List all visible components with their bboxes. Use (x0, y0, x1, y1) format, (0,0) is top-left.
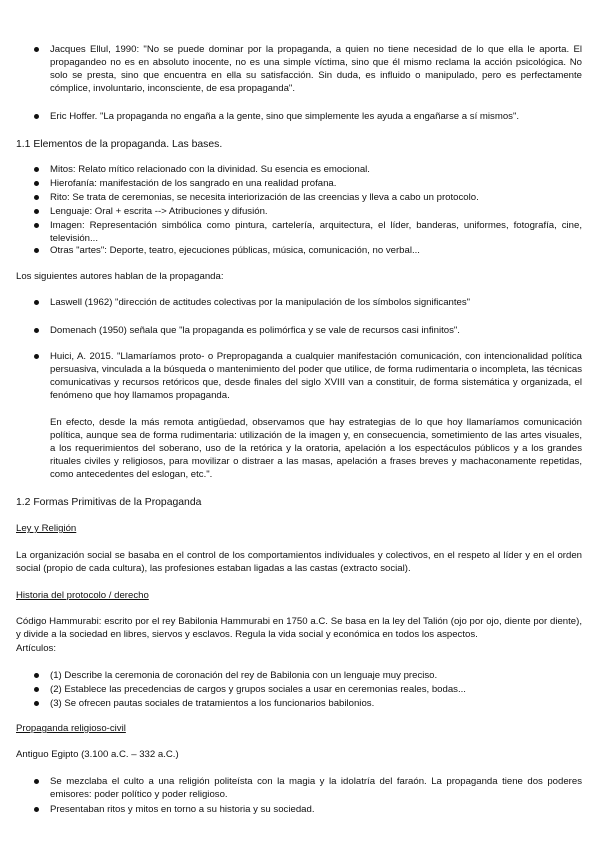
list-item: Mitos: Relato mítico relacionado con la divinidad. Su esencia es emocional. (50, 164, 370, 175)
author-laswell: Laswell (1962) "dirección de actitudes colectivas por la manipulación de los símbolos significantes" (50, 297, 471, 308)
bullet-icon (34, 205, 40, 218)
quote-hoffer: Eric Hoffer. "La propaganda no engaña a la gente, sino que simplemente les ayuda a engañarse a sí mismos". (50, 111, 520, 122)
section-heading-1-1: 1.1 Elementos de la propaganda. Las bases. (16, 139, 223, 150)
articulos-label: Artículos: (16, 643, 56, 654)
list-item: Rito: Se trata de ceremonias, se necesita interiorización de las creencias y lleva a cabo un protocolo. (50, 192, 479, 203)
bullet-icon (34, 324, 40, 337)
bullet-icon (34, 697, 40, 710)
bullet-icon (34, 669, 40, 682)
bullet-icon (34, 683, 40, 696)
articulo-item: (2) Establece las precedencias de cargos y grupos sociales a usar en ceremonias reales, bodas... (50, 684, 466, 695)
bullet-icon (34, 163, 40, 176)
paragraph-hammurabi: Código Hammurabi: escrito por el rey Babilonia Hammurabi en 1750 a.C. Se basa en la ley del Talión (ojo por ojo, diente por diente), y divide a la sociedad en libres, siervos y esclavos. Regula la vida social y económica en todos los aspectos. (16, 616, 582, 640)
list-item: Otras "artes": Deporte, teatro, ejecuciones públicas, música, comunicación, no verbal... (50, 245, 420, 256)
bullet-icon (34, 219, 40, 232)
bullet-icon (34, 191, 40, 204)
subheading-ley-religion: Ley y Religión (16, 523, 77, 534)
bullet-icon (34, 296, 40, 309)
author-huici: Huici, A. 2015. "Llamaríamos proto- o Prepropaganda a cualquier manifestación comunicación, con intencionalidad política persuasiva, vinculada a la búsqueda o mantenimiento del poder que utilice, de forma rudimentaria o incompleta, las técnicas comunicativas y recursos retóricos que, desde finales del siglo XVIII van a constituir, de forma sistemática y organizada, el fenómeno que hoy llamamos propaganda. (50, 351, 582, 401)
quote-ellul: Jacques Ellul, 1990: "No se puede dominar por la propaganda, a quien no tiene necesidad de lo que ella le aporta. El propagandeo no es en absoluto inocente, no es una simple víctima, sino que él mismo reclama la acción psicológica. No solo se presta, sino que encuentra en ella su satisfacción. Sin duda, es influido o manipulado, pero es perfectamente cómplice, involuntario, inconsciente, de esa propaganda". (50, 44, 582, 94)
bullet-icon (34, 110, 40, 123)
bullet-icon (34, 775, 40, 788)
bullet-icon (34, 43, 40, 56)
author-domenach: Domenach (1950) señala que "la propaganda es polimórfica y se vale de recursos casi infinitos". (50, 325, 460, 336)
bullet-icon (34, 350, 40, 363)
articulo-item: (3) Se ofrecen pautas sociales de tratamientos a los funcionarios babilonios. (50, 698, 375, 709)
authors-intro: Los siguientes autores hablan de la propaganda: (16, 271, 224, 282)
list-item: Hierofanía: manifestación de los sangrado en una realidad profana. (50, 178, 337, 189)
subheading-propaganda-religioso-civil: Propaganda religioso-civil (16, 723, 126, 734)
bullet-icon (34, 177, 40, 190)
list-item: Lenguaje: Oral + escrita --> Atribuciones y difusión. (50, 206, 268, 217)
egipto-item: Se mezclaba el culto a una religión politeísta con la magia y la idolatría del faraón. La propaganda tiene dos poderes emisores: poder político y poder religioso. (50, 776, 582, 800)
egipto-item: Presentaban ritos y mitos en torno a su historia y su sociedad. (50, 804, 315, 815)
articulo-item: (1) Describe la ceremonia de coronación del rey de Babilonia con un lenguaje muy preciso. (50, 670, 438, 681)
list-item: Imagen: Representación simbólica como pintura, cartelería, arquitectura, el líder, banderas, uniformes, fotografía, cine, televisión... (50, 220, 582, 244)
subheading-historia: Historia del protocolo / derecho (16, 590, 149, 601)
bullet-icon (34, 803, 40, 816)
section-heading-1-2: 1.2 Formas Primitivas de la Propaganda (16, 497, 202, 508)
author-huici-continuation: En efecto, desde la más remota antigüedad, observamos que hay estrategias de lo que hoy llamaríamos comunicación política, aunque sea de forma rudimentaria: utilización de la imagen y, en consecuencia, sometimiento de las artes visuales, a los requerimientos del soberano, uso de la retórica y la oratoria, apelación a los espectáculos públicos y a los grandes rituales civiles y religiosos, para movilizar o distraer a las masas, apelación a frases breves y machaconamente repetidas, como antecedentes del eslogan, etc.". (50, 417, 582, 480)
bullet-icon (34, 244, 40, 257)
paragraph-ley-religion: La organización social se basaba en el control de los comportamientos individuales y colectivos, en el respeto al líder y en el orden social (propio de cada cultura), las profesiones estaban ligadas a las castas (extracto social). (16, 550, 582, 574)
egipto-line: Antiguo Egipto (3.100 a.C. – 332 a.C.) (16, 749, 179, 760)
